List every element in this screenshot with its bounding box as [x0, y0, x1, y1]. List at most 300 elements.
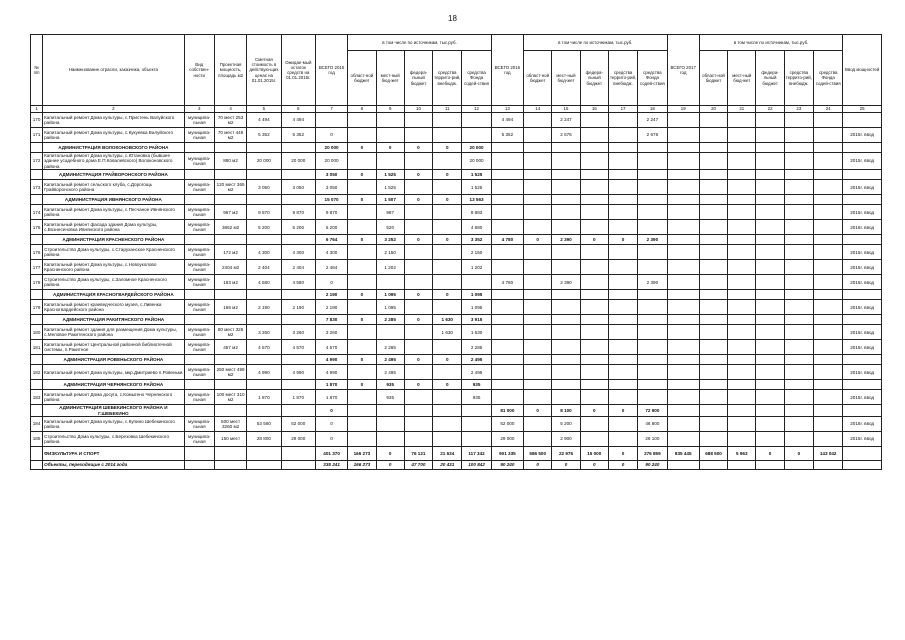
table-cell: 0: [315, 417, 347, 432]
table-cell: [247, 143, 281, 153]
table-cell: 0: [524, 405, 552, 417]
table-cell: 0: [376, 447, 404, 461]
table-cell: [843, 195, 882, 205]
table-cell: [281, 405, 315, 417]
table-cell: [608, 417, 637, 432]
column-number: 12: [462, 106, 491, 113]
table-cell: 4 300: [281, 245, 315, 260]
table-cell: 174: [31, 205, 43, 220]
table-cell: [433, 300, 462, 315]
table-cell: [184, 461, 214, 470]
table-cell: [214, 195, 246, 205]
table-cell: 81 000: [491, 405, 523, 417]
table-cell: [608, 300, 637, 315]
table-cell: [348, 245, 376, 260]
table-cell: [524, 220, 552, 235]
table-cell: 0: [315, 405, 347, 417]
table-cell: [524, 205, 552, 220]
table-row: [31, 275, 882, 290]
header-total-2016: ВСЕГО 2016 год: [491, 35, 523, 106]
table-cell: [699, 365, 727, 380]
table-cell: [728, 405, 756, 417]
table-cell: 3 352: [462, 235, 491, 245]
table-cell: [608, 128, 637, 143]
table-cell: [814, 245, 843, 260]
table-cell: 0: [433, 235, 462, 245]
table-row: [31, 153, 882, 170]
table-cell: [552, 180, 580, 195]
table-cell: 15 000: [580, 447, 608, 461]
table-cell: [638, 340, 667, 355]
table-cell: 2016г. ввод: [843, 432, 882, 447]
table-cell: [491, 355, 523, 365]
table-cell: [728, 390, 756, 405]
table-cell: [580, 180, 608, 195]
table-cell: 22 976: [552, 447, 580, 461]
table-cell: [433, 390, 462, 405]
table-cell: [699, 260, 727, 275]
column-number: 2: [43, 106, 184, 113]
column-number: 25: [843, 106, 882, 113]
table-row: [31, 220, 882, 235]
table-cell: [552, 355, 580, 365]
column-number: 9: [376, 106, 404, 113]
table-cell: [699, 275, 727, 290]
table-cell: Капитальный ремонт Дома досуга, с.Комыгено Чернянского района: [43, 390, 184, 405]
table-cell: 4 494: [491, 113, 523, 128]
table-cell: [580, 417, 608, 432]
table-cell: [214, 290, 246, 300]
table-cell: 166 273: [348, 461, 376, 470]
table-cell: [524, 153, 552, 170]
table-cell: [756, 195, 784, 205]
column-number: 15: [552, 106, 580, 113]
table-cell: [667, 245, 699, 260]
table-cell: 1 202: [462, 260, 491, 275]
table-row: [31, 432, 882, 447]
table-cell: [756, 220, 784, 235]
table-cell: 1 630: [433, 315, 462, 325]
table-cell: [667, 380, 699, 390]
table-cell: [814, 315, 843, 325]
table-cell: 20 000: [315, 153, 347, 170]
table-cell: [462, 128, 491, 143]
table-cell: Капитальный ремонт Дома культуры, с.Кукуевка Валуйского района: [43, 128, 184, 143]
table-cell: [247, 170, 281, 180]
table-cell: [608, 315, 637, 325]
table-cell: [699, 180, 727, 195]
table-cell: [608, 340, 637, 355]
table-cell: [699, 432, 727, 447]
table-cell: 0: [348, 170, 376, 180]
table-cell: 120 мест 365 м2: [214, 180, 246, 195]
table-cell: [814, 235, 843, 245]
table-cell: [491, 220, 523, 235]
table-cell: 1 507: [376, 195, 404, 205]
table-cell: [404, 390, 432, 405]
table-cell: [348, 128, 376, 143]
table-cell: муниципа-льная: [184, 300, 214, 315]
table-cell: [184, 355, 214, 365]
table-cell: [184, 380, 214, 390]
table-cell: 0: [348, 290, 376, 300]
table-cell: 20 431: [433, 461, 462, 470]
table-cell: [184, 290, 214, 300]
table-cell: [524, 300, 552, 315]
table-cell: [491, 153, 523, 170]
table-cell: 2404 м2: [214, 260, 246, 275]
table-cell: [756, 290, 784, 300]
table-cell: 5 200: [315, 220, 347, 235]
table-cell: [376, 153, 404, 170]
table-cell: [756, 205, 784, 220]
column-number: 3: [184, 106, 214, 113]
table-cell: 0: [433, 195, 462, 205]
table-cell: 1 095: [376, 300, 404, 315]
table-cell: [699, 128, 727, 143]
table-cell: 457 м2: [214, 340, 246, 355]
table-cell: муниципа-льная: [184, 417, 214, 432]
table-cell: 3 260: [315, 325, 347, 340]
header-num: № п/п: [31, 35, 43, 106]
table-cell: 1 870: [315, 380, 347, 390]
table-cell: [814, 380, 843, 390]
header-name: Наименование отрасли, заказчика, объекта: [43, 35, 184, 106]
table-cell: 401 370: [315, 447, 347, 461]
department-row: [31, 195, 882, 205]
table-cell: 0: [580, 405, 608, 417]
header-regional-2015: област-ной бюджет: [348, 51, 376, 106]
table-cell: Капитальный ремонт Дома культуры, с.Новоуколово Красненского района: [43, 260, 184, 275]
table-cell: 0: [376, 143, 404, 153]
table-cell: [404, 405, 432, 417]
table-cell: [784, 170, 813, 180]
table-cell: 70 мест 446 м2: [214, 128, 246, 143]
table-cell: [608, 143, 637, 153]
table-cell: 2 495: [376, 365, 404, 380]
table-cell: 935: [376, 390, 404, 405]
table-cell: 500 мест 3260 м2: [214, 417, 246, 432]
table-cell: 2 390: [638, 235, 667, 245]
table-cell: [552, 195, 580, 205]
table-cell: 0: [376, 461, 404, 470]
table-cell: 2 495: [462, 355, 491, 365]
table-cell: [491, 365, 523, 380]
table-cell: [667, 195, 699, 205]
table-cell: [784, 390, 813, 405]
table-cell: 5 200: [552, 417, 580, 432]
table-cell: 3 050: [315, 180, 347, 195]
table-cell: [433, 365, 462, 380]
table-cell: [31, 380, 43, 390]
table-cell: 0: [315, 128, 347, 143]
table-cell: 0: [433, 380, 462, 390]
table-cell: [699, 153, 727, 170]
table-cell: 4 780: [491, 235, 523, 245]
table-cell: [814, 195, 843, 205]
table-cell: [184, 315, 214, 325]
table-cell: 2015г. ввод: [843, 390, 882, 405]
table-cell: 1 202: [376, 260, 404, 275]
table-cell: [756, 153, 784, 170]
table-cell: [552, 205, 580, 220]
department-row: [31, 235, 882, 245]
table-row: [31, 128, 882, 143]
table-cell: 4 580: [281, 275, 315, 290]
table-cell: [728, 340, 756, 355]
table-cell: 53 560: [247, 417, 281, 432]
table-cell: [31, 290, 43, 300]
table-cell: [491, 205, 523, 220]
table-cell: [433, 417, 462, 432]
table-cell: [728, 170, 756, 180]
table-cell: 2 150: [376, 245, 404, 260]
table-cell: [843, 315, 882, 325]
table-cell: [843, 290, 882, 300]
table-cell: Строительство Дома культуры, с.Березовка Шебекинского района: [43, 432, 184, 447]
table-cell: 172 м2: [214, 245, 246, 260]
table-cell: [376, 128, 404, 143]
table-cell: 0: [784, 447, 813, 461]
table-cell: [699, 405, 727, 417]
table-cell: [580, 355, 608, 365]
table-cell: [843, 235, 882, 245]
table-cell: 0: [524, 461, 552, 470]
table-cell: [756, 300, 784, 315]
table-cell: [814, 220, 843, 235]
table-cell: 4 570: [247, 340, 281, 355]
table-cell: 0: [433, 143, 462, 153]
table-cell: [608, 325, 637, 340]
table-cell: 183: [31, 390, 43, 405]
table-cell: муниципа-льная: [184, 390, 214, 405]
table-cell: [756, 143, 784, 153]
table-cell: 4 680: [462, 220, 491, 235]
table-cell: 1 525: [462, 180, 491, 195]
table-cell: ФИЗКУЛЬТУРА И СПОРТ: [43, 447, 184, 461]
table-cell: 181: [31, 340, 43, 355]
table-cell: [281, 355, 315, 365]
table-cell: [524, 417, 552, 432]
table-cell: 2 676: [552, 128, 580, 143]
table-cell: [580, 205, 608, 220]
table-cell: Строительство Дома культуры, с.Заломное Красненского района: [43, 275, 184, 290]
table-cell: [784, 290, 813, 300]
table-row: [31, 417, 882, 432]
table-cell: Капитальный ремонт сельского клуба, с.Дорогощь Грайворонского района: [43, 180, 184, 195]
table-cell: 0: [315, 432, 347, 447]
table-cell: [524, 275, 552, 290]
table-cell: 1 525: [462, 170, 491, 180]
table-cell: 0: [404, 170, 432, 180]
table-cell: 20 000: [247, 153, 281, 170]
table-cell: 2 190: [247, 300, 281, 315]
table-cell: [524, 380, 552, 390]
table-cell: [348, 113, 376, 128]
table-row: [31, 390, 882, 405]
table-cell: [843, 170, 882, 180]
table-cell: [404, 245, 432, 260]
table-cell: [784, 260, 813, 275]
table-cell: муниципа-льная: [184, 220, 214, 235]
table-cell: [638, 315, 667, 325]
table-cell: [756, 245, 784, 260]
table-cell: [608, 113, 637, 128]
header-sources-2016: в том числе по источникам, тыс.руб.: [524, 35, 667, 51]
table-cell: [728, 128, 756, 143]
table-cell: 2015г. ввод: [843, 300, 882, 315]
table-cell: [784, 143, 813, 153]
table-cell: [214, 355, 246, 365]
table-cell: [580, 170, 608, 180]
table-cell: 3 050: [315, 170, 347, 180]
table-cell: 143 042: [814, 447, 843, 461]
table-cell: 4 300: [247, 245, 281, 260]
table-cell: [404, 153, 432, 170]
header-territorial-2015: средства террито-рий, внебюдж.: [433, 51, 462, 106]
table-cell: [433, 153, 462, 170]
table-cell: 2016г. ввод: [843, 417, 882, 432]
table-cell: 335 241: [315, 461, 347, 470]
table-cell: 0: [552, 461, 580, 470]
column-number: 13: [491, 106, 523, 113]
table-cell: муниципа-льная: [184, 275, 214, 290]
table-cell: [784, 205, 813, 220]
header-total-2017: ВСЕГО 2017 год: [667, 35, 699, 106]
table-cell: [580, 325, 608, 340]
table-cell: [699, 205, 727, 220]
table-cell: [699, 461, 727, 470]
table-cell: 3 260: [281, 325, 315, 340]
table-cell: АДМИНИСТРАЦИЯ РОВЕНЬСКОГО РАЙОНА: [43, 355, 184, 365]
table-cell: 2 247: [638, 113, 667, 128]
table-cell: [31, 170, 43, 180]
table-cell: [552, 153, 580, 170]
table-cell: [491, 170, 523, 180]
table-cell: 0: [404, 355, 432, 365]
table-cell: 21 634: [433, 447, 462, 461]
table-cell: [524, 128, 552, 143]
table-cell: [784, 461, 813, 470]
table-cell: [348, 405, 376, 417]
table-cell: муниципа-льная: [184, 340, 214, 355]
table-row: [31, 340, 882, 355]
department-row: [31, 143, 882, 153]
table-cell: 9 870: [247, 205, 281, 220]
table-cell: [433, 180, 462, 195]
table-cell: 28 800: [247, 432, 281, 447]
table-row: [31, 260, 882, 275]
table-cell: [552, 315, 580, 325]
table-cell: 8 100: [552, 405, 580, 417]
header-regional-2016: област-ной бюджет: [524, 51, 552, 106]
table-cell: [31, 405, 43, 417]
table-cell: [31, 195, 43, 205]
table-cell: [524, 390, 552, 405]
table-cell: [699, 355, 727, 365]
table-cell: 2015г. ввод: [843, 365, 882, 380]
table-cell: 0: [348, 315, 376, 325]
table-cell: 1 525: [376, 180, 404, 195]
column-number: 7: [315, 106, 347, 113]
column-number: 6: [281, 106, 315, 113]
table-cell: [491, 390, 523, 405]
table-cell: 2015г. ввод: [843, 340, 882, 355]
table-cell: [699, 325, 727, 340]
table-cell: [184, 170, 214, 180]
table-cell: [552, 300, 580, 315]
table-cell: [638, 153, 667, 170]
table-cell: 1 095: [462, 300, 491, 315]
table-cell: [699, 143, 727, 153]
table-cell: АДМИНИСТРАЦИЯ КРАСНЕНСКОГО РАЙОНА: [43, 235, 184, 245]
table-cell: 2015г. ввод: [843, 180, 882, 195]
table-cell: [814, 405, 843, 417]
table-cell: 5 963: [728, 447, 756, 461]
table-cell: [214, 235, 246, 245]
table-cell: [728, 245, 756, 260]
table-cell: [638, 300, 667, 315]
table-cell: [784, 300, 813, 315]
table-cell: 0: [404, 315, 432, 325]
table-cell: [247, 195, 281, 205]
table-cell: [31, 355, 43, 365]
table-cell: [348, 340, 376, 355]
table-cell: [348, 153, 376, 170]
table-cell: [491, 290, 523, 300]
table-cell: 3 252: [376, 235, 404, 245]
table-cell: [524, 355, 552, 365]
table-cell: муниципа-льная: [184, 205, 214, 220]
table-cell: [608, 275, 637, 290]
table-cell: 1 630: [462, 325, 491, 340]
table-cell: [728, 432, 756, 447]
header-territorial-2016: средства террито-рий, внебюдж.: [608, 51, 637, 106]
table-cell: [756, 315, 784, 325]
table-cell: [348, 180, 376, 195]
table-cell: 52 000: [491, 417, 523, 432]
table-cell: АДМИНИСТРАЦИЯ КРАСНОГВАРДЕЙСКОГО РАЙОНА: [43, 290, 184, 300]
table-cell: [31, 447, 43, 461]
table-cell: 2 285: [376, 315, 404, 325]
table-cell: [580, 113, 608, 128]
table-cell: [491, 340, 523, 355]
table-cell: 117 342: [462, 447, 491, 461]
table-cell: [433, 405, 462, 417]
table-cell: 2 190: [281, 300, 315, 315]
table-cell: [699, 417, 727, 432]
table-cell: [404, 220, 432, 235]
table-cell: 4 990: [315, 365, 347, 380]
table-cell: 2015г. ввод: [843, 153, 882, 170]
table-cell: 0: [348, 355, 376, 365]
table-cell: [348, 432, 376, 447]
table-cell: [580, 300, 608, 315]
header-capacity: Проектная мощность, площадь м2: [214, 35, 246, 106]
table-cell: 90 240: [638, 461, 667, 470]
table-cell: [552, 245, 580, 260]
table-row: [31, 300, 882, 315]
table-cell: [667, 235, 699, 245]
table-cell: [667, 153, 699, 170]
table-cell: [814, 143, 843, 153]
table-cell: [608, 290, 637, 300]
table-cell: 7 830: [315, 315, 347, 325]
header-sources-2017: в том числе по источникам, тыс.руб.: [699, 35, 842, 51]
table-cell: 0: [348, 143, 376, 153]
table-cell: 0: [608, 461, 637, 470]
table-cell: [638, 205, 667, 220]
